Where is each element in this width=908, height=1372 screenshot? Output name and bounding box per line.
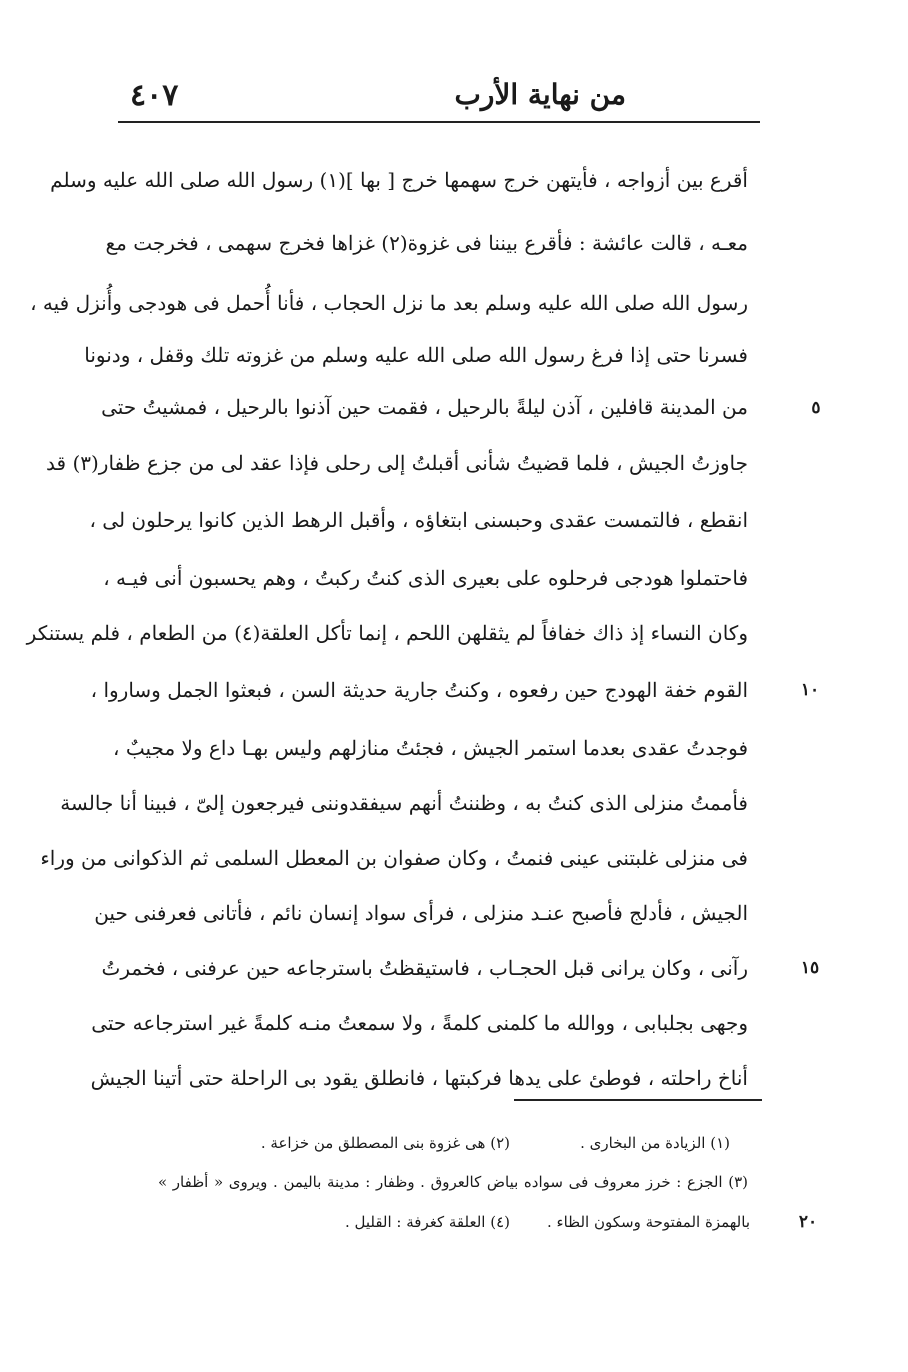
footnote-1: (١) الزيادة من البخارى . [580, 1134, 730, 1152]
text-line: فوجدتُ عقدى بعدما استمر الجيش ، فجئتُ منازلهم وليس بهـا داع ولا مجيبٌ ، [113, 736, 748, 760]
text-line: فأممتُ منزلى الذى كنتُ به ، وظننتُ أنهم سيفقدوننى فيرجعون إلىّ ، فبينا أنا جالسة [60, 791, 748, 815]
text-line: وكان النساء إذ ذاك خفافاً لم يثقلهن اللحم ، إنما تأكل العلقة(٤) من الطعام ، فلم يستنكر [26, 621, 748, 645]
footnote-2: (٢) هى غزوة بنى المصطلق من خزاعة . [260, 1134, 510, 1152]
text-line: فاحتملوا هودجى فرحلوه على بعيرى الذى كنتُ ركبتُ ، وهم يحسبون أنى فيـه ، [103, 566, 748, 590]
footnote-4: (٤) العلقة كغرفة : القليل . [344, 1213, 510, 1231]
line-number: ١٠ [800, 680, 820, 700]
text-line: الجيش ، فأدلج فأصبح عنـد منزلى ، فرأى سواد إنسان نائم ، فأتانى فعرفنى حين [94, 901, 748, 925]
text-line: فى منزلى غلبتنى عينى فنمتُ ، وكان صفوان بن المعطل السلمى ثم الذكوانى من وراء [40, 846, 748, 870]
text-line: القوم خفة الهودج حين رفعوه ، وكنتُ جارية حديثة السن ، فبعثوا الجمل وساروا ، [90, 678, 748, 702]
text-line: رآنى ، وكان يرانى قبل الحجـاب ، فاستيقظتُ باسترجاعه حين عرفنى ، فخمرتُ [101, 956, 748, 980]
running-title: من نهاية الأرب [454, 78, 626, 111]
page-number: ٤٠٧ [130, 78, 179, 113]
header-rule [118, 121, 760, 123]
text-line: معـه ، قالت عائشة : فأقرع بيننا فى غزوة(٢) غزاها فخرج سهمى ، فخرجت مع [105, 231, 748, 255]
footnote-rule [514, 1099, 762, 1101]
page-header [118, 72, 758, 118]
text-line: جاوزتُ الجيش ، فلما قضيتُ شأنى أقبلتُ إلى رحلى فإذا عقد لى من جزع ظفار(٣) قد [46, 451, 748, 475]
text-line: أناخ راحلته ، فوطئ على يدها فركبتها ، فانطلق يقود بى الراحلة حتى أتينا الجيش [90, 1066, 748, 1090]
text-line: فسرنا حتى إذا فرغ رسول الله صلى الله عليه وسلم من غزوته تلك وقفل ، ودنونا [84, 343, 748, 367]
text-line: وجهى بجلبابى ، ووالله ما كلمنى كلمةً ، ولا سمعتُ منـه كلمةً غير استرجاعه حتى [91, 1011, 748, 1035]
line-number: ١٥ [800, 958, 820, 978]
text-line: أقرع بين أزواجه ، فأيتهن خرج سهمها خرج [ بها ](١) رسول الله صلى الله عليه وسلم [50, 168, 748, 192]
line-number: ٢٠ [798, 1212, 818, 1232]
footnote-3-continued: بالهمزة المفتوحة وسكون الظاء . [547, 1213, 750, 1231]
text-line: من المدينة قافلين ، آذن ليلةً بالرحيل ، فقمت حين آذنوا بالرحيل ، فمشيتُ حتى [101, 395, 748, 419]
footnote-3: (٣) الجزع : خرز معروف فى سواده بياض كالعروق . وظفار : مدينة باليمن . ويروى « أظفار » [158, 1173, 748, 1191]
text-line: انقطع ، فالتمست عقدى وحبسنى ابتغاؤه ، وأقبل الرهط الذين كانوا يرحلون لى ، [89, 508, 748, 532]
line-number: ٥ [811, 398, 821, 418]
text-line: رسول الله صلى الله عليه وسلم بعد ما نزل الحجاب ، فأنا أُحمل فى هودجى وأُنزل فيه ، [30, 291, 748, 315]
